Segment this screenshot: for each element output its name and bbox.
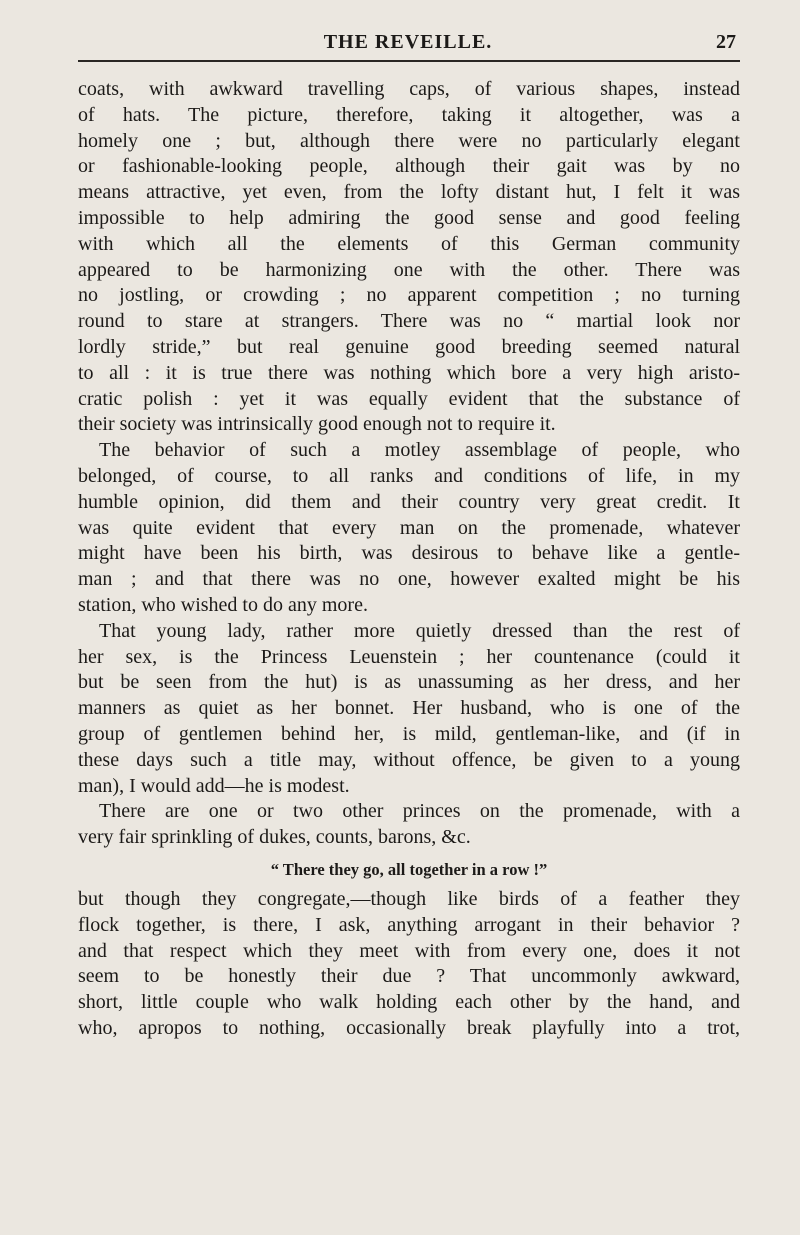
text-line: homely one ; but, although there were no particularly elegant (78, 129, 740, 152)
text-line: who, apropos to nothing, occasionally break playfully into a trot, (78, 1016, 740, 1039)
header-rule (78, 60, 740, 62)
text-line: man), I would add—he is modest. (78, 774, 350, 797)
verse-quote: “ There they go, all together in a row !” (270, 859, 548, 879)
text-line: their society was intrinsically good enough not to require it. (78, 413, 556, 436)
text-line: short, little couple who walk holding each other by the hand, and (78, 991, 740, 1014)
text-line: coats, with awkward travelling caps, of various shapes, instead (78, 78, 740, 100)
text-line: means attractive, yet even, from the lofty distant hut, I felt it was (78, 181, 740, 204)
text-line: but be seen from the hut) is as unassuming as her dress, and her (78, 671, 740, 694)
text-line: seem to be honestly their due ? That uncommonly awkward, (78, 965, 740, 988)
text-line: belonged, of course, to all ranks and conditions of life, in my (78, 464, 740, 487)
text-line: to all : it is true there was nothing which bore a very high aristo- (78, 361, 740, 384)
text-line: That young lady, rather more quietly dressed than the rest of (99, 619, 740, 642)
text-line: these days such a title may, without offence, be given to a young (78, 748, 740, 771)
text-line: very fair sprinkling of dukes, counts, barons, &c. (78, 826, 471, 849)
text-line: with which all the elements of this German community (78, 232, 740, 255)
text-line: station, who wished to do any more. (78, 593, 368, 616)
page-number: 27 (716, 31, 736, 53)
text-line: manners as quiet as her bonnet. Her husband, who is one of the (78, 697, 740, 720)
text-line: group of gentlemen behind her, is mild, gentleman-like, and (if in (78, 722, 740, 745)
running-head: THE REVEILLE. (323, 31, 493, 53)
text-line: lordly stride,” but real genuine good breeding seemed natural (78, 335, 740, 358)
text-line: of hats. The picture, therefore, taking it altogether, was a (78, 103, 740, 126)
text-line: no jostling, or crowding ; no apparent competition ; no turning (78, 284, 740, 307)
text-line: humble opinion, did them and their country very great credit. It (78, 490, 740, 513)
text-line: her sex, is the Princess Leuenstein ; her countenance (could it (78, 645, 740, 668)
text-line: round to stare at strangers. There was no “ martial look nor (78, 310, 740, 333)
text-line: might have been his birth, was desirous to behave like a gentle- (78, 542, 740, 565)
text-line: cratic polish : yet it was equally evident that the substance of (78, 387, 740, 410)
text-line: impossible to help admiring the good sense and good feeling (78, 206, 740, 229)
text-line: but though they congregate,—though like birds of a feather they (78, 887, 740, 910)
text-line: There are one or two other princes on the promenade, with a (99, 800, 740, 823)
text-line: or fashionable-looking people, although their gait was by no (78, 155, 740, 178)
text-line: man ; and that there was no one, however exalted might be his (78, 568, 740, 591)
text-line: flock together, is there, I ask, anything arrogant in their behavior ? (78, 913, 740, 936)
body-text (78, 77, 740, 1042)
text-line: and that respect which they meet with from every one, does it not (78, 939, 740, 962)
page-header (78, 31, 738, 59)
text-line: was quite evident that every man on the promenade, whatever (78, 516, 740, 539)
text-line: The behavior of such a motley assemblage of people, who (99, 439, 740, 462)
text-line: appeared to be harmonizing one with the other. There was (78, 258, 740, 281)
